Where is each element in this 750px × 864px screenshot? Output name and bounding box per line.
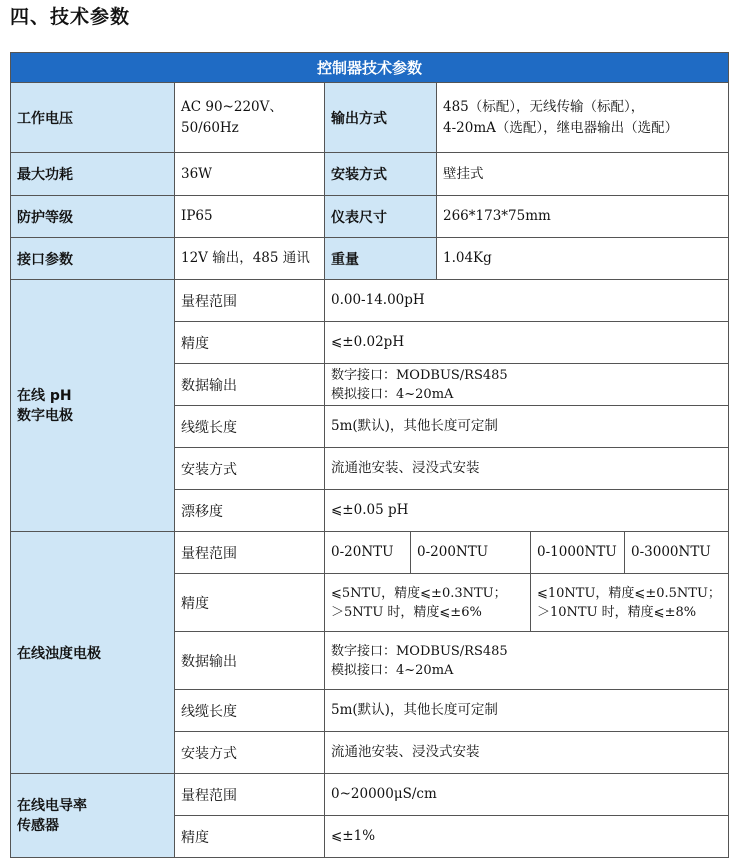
- ph-param-value: [325, 448, 729, 490]
- conductivity-param-name-text: 精度: [181, 829, 209, 846]
- ph-param-name-text: 安装方式: [181, 461, 237, 478]
- ph-param-name-text: 精度: [181, 335, 209, 352]
- turbidity-param-name-text: 精度: [181, 595, 209, 612]
- controller-label-text: 最大功耗: [17, 167, 73, 183]
- ph-param-name: [175, 364, 325, 406]
- ph-param-value-text: 0.00-14.00pH: [331, 292, 425, 308]
- ph-param-name-text: 线缆长度: [181, 419, 237, 436]
- turbidity-range-value-text: 0-20NTU: [331, 544, 394, 560]
- conductivity-param-name: [175, 816, 325, 858]
- turbidity-param-value-text: 数字接口：MODBUS/RS485: [331, 643, 508, 659]
- controller-row: [11, 238, 729, 280]
- controller-value-text: 36W: [181, 165, 213, 182]
- controller-value-text: 1.04Kg: [443, 250, 492, 266]
- controller-label: [325, 153, 437, 196]
- controller-value: [175, 153, 325, 196]
- controller-label-text: 重量: [331, 251, 359, 268]
- conductivity-group-label-text: 在线电导率: [17, 797, 87, 814]
- turbidity-param-name: [175, 632, 325, 690]
- ph-param-value: [325, 364, 729, 406]
- turbidity-group-label: [11, 532, 175, 774]
- controller-value-text: IP65: [181, 208, 213, 224]
- controller-label-text: 工作电压: [17, 110, 73, 127]
- table-header-row: [11, 53, 729, 83]
- controller-value: [437, 153, 729, 196]
- table-title: 控制器技术参数: [11, 53, 729, 83]
- ph-param-value: [325, 280, 729, 322]
- ph-group-label-text: 在线 pH: [17, 387, 72, 404]
- turbidity-param-name: [175, 690, 325, 732]
- controller-value-text: 266*173*75mm: [443, 208, 551, 224]
- turbidity-param-name-text: 数据输出: [181, 653, 237, 670]
- turbidity-accuracy-low: [325, 574, 531, 632]
- controller-label: [325, 238, 437, 280]
- ph-param-value-text: ⩽±0.05 pH: [331, 502, 409, 518]
- turbidity-range-value-text: 0-200NTU: [417, 544, 489, 560]
- turbidity-range-value: [625, 532, 729, 574]
- controller-label: [11, 238, 175, 280]
- turbidity-param-value: [325, 732, 729, 774]
- turbidity-param-name-text: 线缆长度: [181, 703, 237, 720]
- turbidity-param-value-text: 流通池安装、浸没式安装: [331, 744, 480, 760]
- conductivity-group-label-text: 传感器: [17, 817, 59, 834]
- ph-param-value-text: 模拟接口：4~20mA: [331, 386, 454, 402]
- turbidity-param-value-text: 5m(默认)，其他长度可定制: [331, 702, 498, 718]
- ph-param-name: [175, 322, 325, 364]
- conductivity-param-value: [325, 774, 729, 816]
- turbidity-param-value: [325, 632, 729, 690]
- conductivity-param-value-text: 0~20000μS/cm: [331, 786, 437, 802]
- controller-label-text: 仪表尺寸: [331, 209, 387, 226]
- turbidity-param-name: [175, 532, 325, 574]
- turbidity-param-name: [175, 574, 325, 632]
- turbidity-range-value: [531, 532, 625, 574]
- ph-param-value-text: 流通池安装、浸没式安装: [331, 460, 480, 476]
- controller-label: [325, 83, 437, 153]
- ph-param-name-text: 数据输出: [181, 377, 237, 394]
- controller-value-text: AC 90~220V、: [181, 98, 283, 115]
- controller-value: [437, 83, 729, 153]
- turbidity-accuracy-low-text: ⩽5NTU，精度⩽±0.3NTU；: [331, 585, 507, 601]
- ph-param-value-text: 5m(默认)，其他长度可定制: [331, 418, 498, 434]
- turbidity-range-value: [411, 532, 531, 574]
- ph-param-name: [175, 406, 325, 448]
- ph-param-value-text: ⩽±0.02pH: [331, 334, 405, 350]
- controller-label: [325, 196, 437, 238]
- turbidity-accuracy-high-text: ⩽10NTU，精度⩽±0.5NTU；: [537, 585, 721, 601]
- turbidity-accuracy-low-text: ＞5NTU 时，精度⩽±6%: [331, 604, 482, 620]
- ph-param-name-text: 量程范围: [181, 293, 237, 310]
- controller-value: [437, 238, 729, 280]
- turbidity-range-value-text: 0-3000NTU: [631, 544, 711, 560]
- conductivity-param-value-text: ⩽±1%: [331, 828, 376, 844]
- controller-row: [11, 83, 729, 153]
- ph-param-name: [175, 280, 325, 322]
- ph-param-name: [175, 448, 325, 490]
- controller-value-text: 12V 输出，485 通讯: [181, 250, 310, 266]
- controller-value: [437, 196, 729, 238]
- controller-label-text: 接口参数: [17, 251, 73, 268]
- turbidity-param-name-text: 量程范围: [181, 545, 237, 562]
- controller-value-text: 壁挂式: [443, 165, 484, 182]
- section-title: 四、技术参数: [10, 6, 131, 28]
- turbidity-range-value-text: 0-1000NTU: [537, 544, 617, 560]
- controller-value: [175, 83, 325, 153]
- turbidity-range-value: [325, 532, 411, 574]
- controller-value-text: 50/60Hz: [181, 119, 239, 136]
- ph-param-value-text: 数字接口：MODBUS/RS485: [331, 367, 508, 383]
- controller-value-text: 485（标配），无线传输（标配），: [443, 98, 645, 115]
- ph-group-label: [11, 280, 175, 532]
- turbidity-param-name-text: 安装方式: [181, 745, 237, 762]
- conductivity-param-name-text: 量程范围: [181, 787, 237, 804]
- turbidity-param-name: [175, 732, 325, 774]
- turbidity-accuracy-high: [531, 574, 729, 632]
- conductivity-param-value: [325, 816, 729, 858]
- controller-label: [11, 153, 175, 196]
- controller-label: [11, 83, 175, 153]
- controller-label-text: 安装方式: [331, 167, 387, 183]
- controller-value: [175, 238, 325, 280]
- controller-row: [11, 196, 729, 238]
- ph-param-name: [175, 490, 325, 532]
- conductivity-row: [11, 774, 729, 816]
- controller-label-text: 防护等级: [17, 209, 73, 226]
- controller-label-text: 输出方式: [331, 110, 387, 127]
- conductivity-param-name: [175, 774, 325, 816]
- spec-table: [10, 52, 729, 858]
- turbidity-row: [11, 532, 729, 574]
- ph-param-value: [325, 490, 729, 532]
- turbidity-param-value-text: 模拟接口：4~20mA: [331, 662, 454, 678]
- controller-label: [11, 196, 175, 238]
- controller-value-text: 4-20mA（选配），继电器输出（选配）: [443, 119, 679, 136]
- ph-param-value: [325, 406, 729, 448]
- turbidity-accuracy-high-text: ＞10NTU 时，精度⩽±8%: [537, 604, 697, 620]
- ph-group-label-text: 数字电极: [17, 407, 73, 424]
- ph-row: [11, 280, 729, 322]
- ph-param-value: [325, 322, 729, 364]
- ph-param-name-text: 漂移度: [181, 503, 223, 520]
- turbidity-param-value: [325, 690, 729, 732]
- conductivity-group-label: [11, 774, 175, 858]
- controller-row: [11, 153, 729, 196]
- controller-value: [175, 196, 325, 238]
- turbidity-group-label-text: 在线浊度电极: [17, 645, 101, 662]
